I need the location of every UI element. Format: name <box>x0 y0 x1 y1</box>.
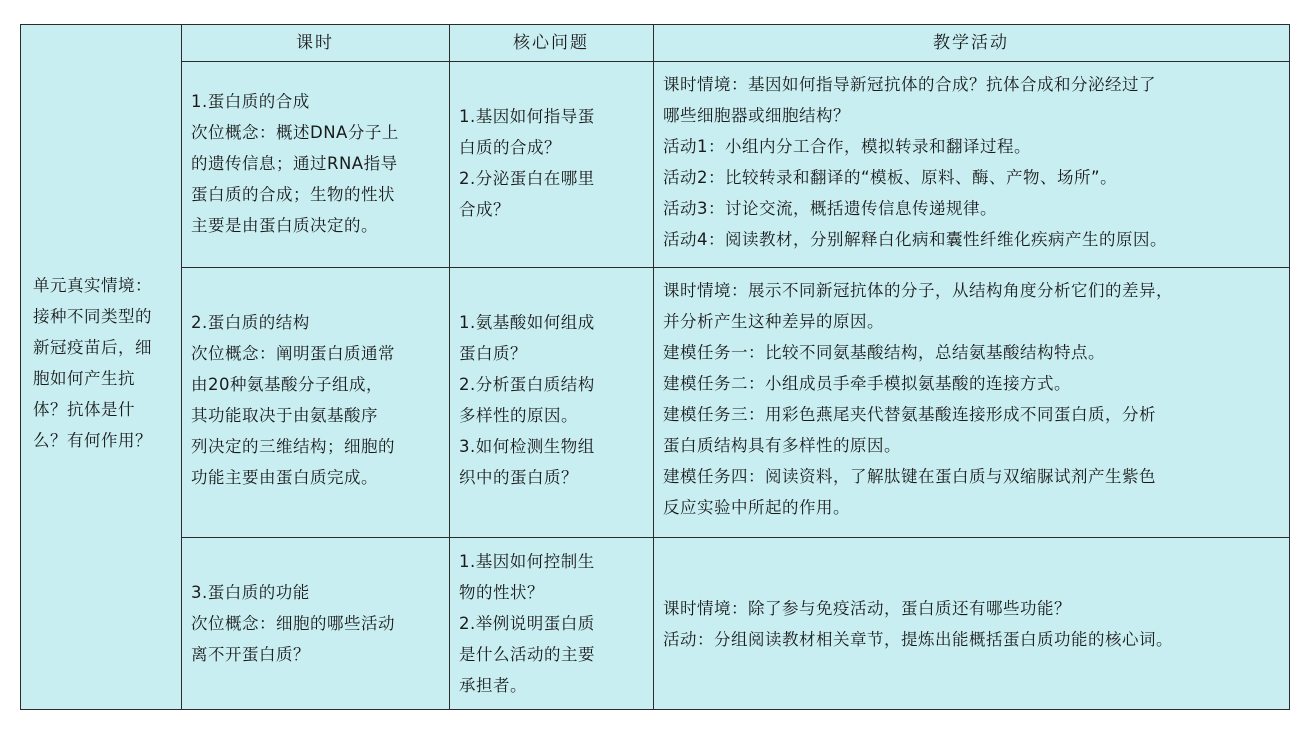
lesson-line: 离不开蛋白质？ <box>191 645 310 664</box>
activity-line: 课时情境：除了参与免疫活动，蛋白质还有哪些功能？ <box>663 599 1071 618</box>
activity-line: 活动1：小组内分工合作，模拟转录和翻译过程。 <box>663 137 1031 156</box>
question-line: 合成？ <box>459 200 510 219</box>
lesson-plan-table <box>20 24 1290 710</box>
question-cell-3 <box>459 546 651 701</box>
question-line: 多样性的原因。 <box>459 406 578 425</box>
lesson-cell-2 <box>191 307 447 493</box>
activity-line: 活动4：阅读教材，分别解释白化病和囊性纤维化疾病产生的原因。 <box>663 230 1167 249</box>
lesson-line: 1.蛋白质的合成 <box>191 92 310 111</box>
activity-cell-2 <box>663 275 1287 523</box>
unit-situation-line: 胞如何产生抗 <box>33 369 135 388</box>
question-line: 物的性状？ <box>459 583 544 602</box>
lesson-line: 次位概念：阐明蛋白质通常 <box>191 344 395 363</box>
lesson-line: 次位概念：细胞的哪些活动 <box>191 614 395 633</box>
activity-line: 活动：分组阅读教材相关章节，提炼出能概括蛋白质功能的核心词。 <box>663 630 1173 649</box>
column-divider <box>449 25 450 709</box>
column-divider <box>181 25 182 709</box>
unit-situation <box>33 270 179 456</box>
activity-line: 建模任务三：用彩色燕尾夹代替氨基酸连接形成不同蛋白质，分析 <box>663 405 1156 424</box>
unit-situation-line: 么？有何作用？ <box>33 431 152 450</box>
activity-line: 课时情境：展示不同新冠抗体的分子，从结构角度分析它们的差异， <box>663 281 1173 300</box>
lesson-line: 2.蛋白质的结构 <box>191 313 310 332</box>
question-line: 白质的合成？ <box>459 138 561 157</box>
question-cell-1 <box>459 101 651 225</box>
question-cell-2 <box>459 307 651 493</box>
question-line: 2.分析蛋白质结构 <box>459 375 595 394</box>
unit-situation-line: 单元真实情境： <box>33 276 152 295</box>
activity-line: 活动3：讨论交流，概括遗传信息传递规律。 <box>663 199 997 218</box>
question-line: 是什么活动的主要 <box>459 645 595 664</box>
unit-situation-line: 新冠疫苗后，细 <box>33 338 152 357</box>
question-line: 承担者。 <box>459 676 527 695</box>
lesson-line: 的遗传信息；通过RNA指导 <box>191 154 398 173</box>
question-line: 2.分泌蛋白在哪里 <box>459 169 595 188</box>
header-lesson: 课时 <box>296 33 334 53</box>
activity-line: 课时情境：基因如何指导新冠抗体的合成？抗体合成和分泌经过了 <box>663 75 1156 94</box>
lesson-line: 主要是由蛋白质决定的。 <box>191 216 378 235</box>
question-line: 织中的蛋白质？ <box>459 468 578 487</box>
column-divider <box>653 25 654 709</box>
question-line: 蛋白质？ <box>459 344 527 363</box>
activity-line: 建模任务一：比较不同氨基酸结构，总结氨基酸结构特点。 <box>663 343 1105 362</box>
lesson-line: 列决定的三维结构；细胞的 <box>191 437 395 456</box>
lesson-line: 3.蛋白质的功能 <box>191 583 310 602</box>
question-line: 2.举例说明蛋白质 <box>459 614 595 633</box>
activity-cell-1 <box>663 69 1287 255</box>
lesson-line: 功能主要由蛋白质完成。 <box>191 468 378 487</box>
unit-situation-line: 接种不同类型的 <box>33 307 152 326</box>
lesson-cell-1 <box>191 86 447 241</box>
row-divider <box>181 61 1289 62</box>
question-line: 1.氨基酸如何组成 <box>459 313 595 332</box>
activity-cell-3 <box>663 593 1287 655</box>
question-line: 1.基因如何指导蛋 <box>459 107 595 126</box>
activity-line: 建模任务四：阅读资料，了解肽键在蛋白质与双缩脲试剂产生紫色 <box>663 467 1156 486</box>
row-divider <box>181 537 1289 538</box>
activity-line: 建模任务二：小组成员手牵手模拟氨基酸的连接方式。 <box>663 374 1071 393</box>
question-line: 3.如何检测生物组 <box>459 437 595 456</box>
row-divider <box>181 267 1289 268</box>
activity-line: 哪些细胞器或细胞结构？ <box>663 106 850 125</box>
lesson-line: 由20种氨基酸分子组成， <box>191 375 383 394</box>
lesson-cell-3 <box>191 577 447 670</box>
header-activities: 教学活动 <box>933 33 1009 53</box>
lesson-line: 次位概念：概述DNA分子上 <box>191 123 399 142</box>
question-line: 1.基因如何控制生 <box>459 552 595 571</box>
activity-line: 活动2：比较转录和翻译的“模板、原料、酶、产物、场所”。 <box>663 168 1118 187</box>
lesson-line: 其功能取决于由氨基酸序 <box>191 406 378 425</box>
lesson-line: 蛋白质的合成；生物的性状 <box>191 185 395 204</box>
activity-line: 反应实验中所起的作用。 <box>663 498 850 517</box>
header-core-question: 核心问题 <box>513 33 589 53</box>
activity-line: 蛋白质结构具有多样性的原因。 <box>663 436 901 455</box>
unit-situation-line: 体？抗体是什 <box>33 400 135 419</box>
activity-line: 并分析产生这种差异的原因。 <box>663 312 884 331</box>
